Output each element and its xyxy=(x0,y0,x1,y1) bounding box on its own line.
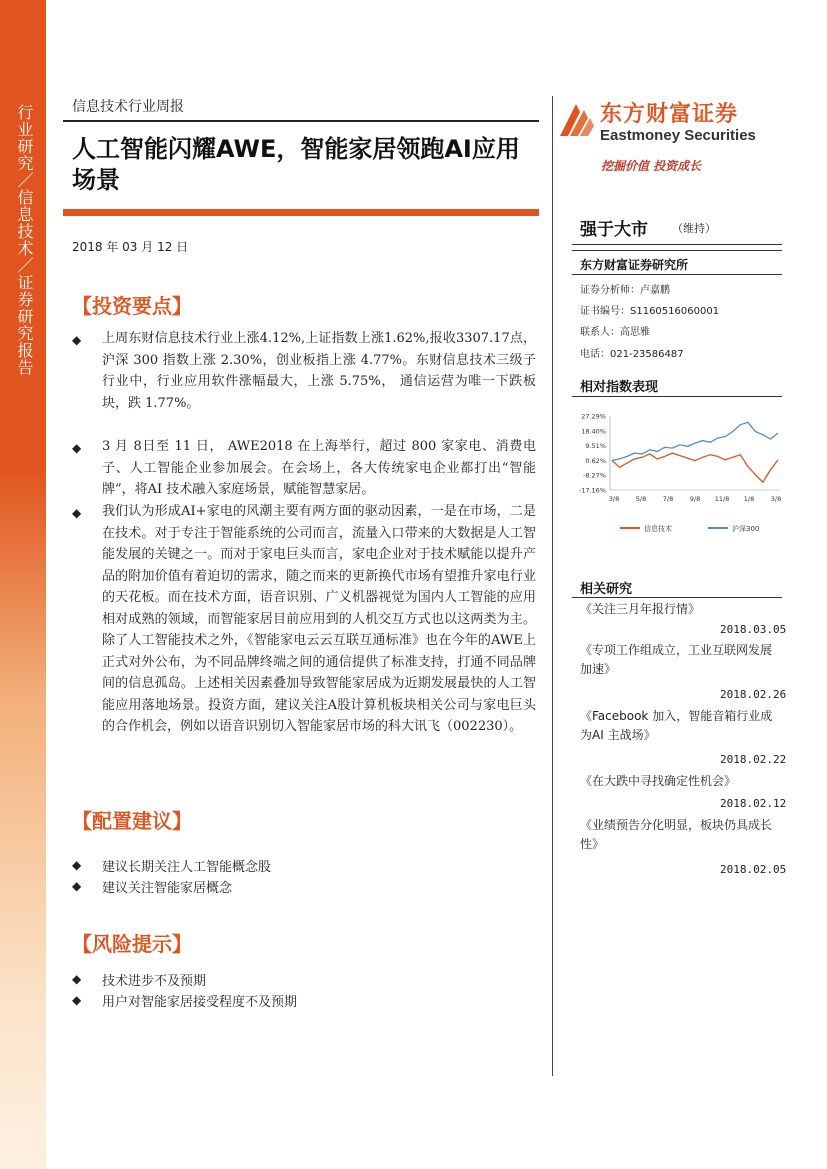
relative-index-chart xyxy=(572,404,786,544)
related-item-title: 《业绩预告分化明显，板块仍具成长性》 xyxy=(580,818,773,851)
related-item-date: 2018.03.05 xyxy=(720,623,787,636)
analyst-name: 证券分析师：卢嘉鹏 xyxy=(580,285,670,296)
x-tick-label: 3/8 xyxy=(770,495,782,503)
y-tick-label: -8.27% xyxy=(583,471,606,480)
divider xyxy=(572,250,782,251)
brand-name-cn: 东方财富证券 xyxy=(600,102,739,127)
risk-item-2: 用户对智能家居接受程度不及预期 xyxy=(102,995,298,1010)
rating-note: （维持） xyxy=(672,222,716,235)
sidebar-band xyxy=(0,0,46,1169)
bullet-icon: ◆ xyxy=(72,333,82,347)
divider xyxy=(572,597,782,598)
config-item-1: 建议长期关注人工智能概念股 xyxy=(102,860,272,875)
invest-paragraph-2: 3 月 8日至 11 日， AWE2018 在上海举行，超过 800 家家电、消费电子、人工智能企业参加展会。在会场上，各大传统家电企业都打出“智能牌”，将AI 技术融入家庭场景，赋能智慧家居。 xyxy=(102,439,536,497)
brand-name-en: Eastmoney Securities xyxy=(600,127,756,144)
report-type-label: 信息技术行业周报 xyxy=(72,99,184,115)
brand-logo-icon xyxy=(556,96,596,142)
x-tick-label: 5/8 xyxy=(635,495,647,503)
related-item-date: 2018.02.22 xyxy=(720,753,787,766)
certificate-number: 证书编号：S1160516060001 xyxy=(580,306,720,317)
bullet-icon: ◆ xyxy=(72,441,82,455)
chart-heading: 相对指数表现 xyxy=(580,380,659,395)
institute-name: 东方财富证券研究所 xyxy=(580,258,689,272)
bullet-icon: ◆ xyxy=(72,858,82,872)
x-tick-label: 9/8 xyxy=(689,495,701,503)
x-tick-label: 11/8 xyxy=(714,495,730,503)
related-item-date: 2018.02.05 xyxy=(720,863,787,876)
section-heading-risk: 【风险提示】 xyxy=(72,932,192,956)
divider xyxy=(572,396,782,397)
invest-paragraph-1: 上周东财信息技术行业上涨4.12%,上证指数上涨1.62%,报收3307.17点，沪深 300 指数上涨 2.30%，创业板指上涨 4.77%。东财信息技术三级子行业中，行业应用软件涨幅最大，上涨 5.75%， 通信运营为唯一下跌板块，跌 1.77%。 xyxy=(102,331,536,411)
related-item-title: 《在大跌中寻找确定性机会》 xyxy=(580,774,737,788)
related-item-date: 2018.02.26 xyxy=(720,688,787,701)
contact-phone: 电话：021-23586487 xyxy=(580,349,684,360)
series-line-hs300 xyxy=(612,422,778,460)
x-tick-label: 3/8 xyxy=(608,495,620,503)
legend-label: 沪深300 xyxy=(732,525,760,533)
y-tick-label: 9.51% xyxy=(585,442,606,451)
bullet-icon: ◆ xyxy=(72,506,82,520)
y-tick-label: 18.40% xyxy=(581,427,606,436)
title-accent-bar xyxy=(63,209,539,216)
invest-paragraph-3: 我们认为形成AI+家电的风潮主要有两方面的驱动因素，一是在市场，二是在技术。对于专注于智能系统的公司而言，流量入口带来的大数据是人工智能发展的关键之一。而对于家电巨头而言，家电企业对于技术赋能以提升产品的附加价值有着迫切的需求，随之而来的更新换代市场有望推升家电行业的天花板。而在技术方面，语音识别、广义机器视觉为国内人工智能的应用相对成熟的领域，而智能家居目前应用到的人机交互方式也以这两类为主。除了人工智能技术之外，《智能家电云云互联互通标准》也在今年的AWE上正式对外公布，为不同品牌终端之间的通信提供了标准支持，打通不同品牌间的信息孤岛。上述相关因素叠加导致智能家居成为近期发展最快的人工智能应用落地场景。投资方面，建议关注A股计算机板块相关公司与家电巨头的合作机会，例如以语音识别切入智能家居市场的科大讯飞（002230）。 xyxy=(102,504,536,734)
page-title: 人工智能闪耀AWE，智能家居领跑AI应用场景 xyxy=(72,135,520,194)
related-item-title: 《Facebook 加入，智能音箱行业成为AI 主战场》 xyxy=(580,709,773,742)
series-line-info-tech xyxy=(612,453,778,482)
related-item-title: 《关注三月年报行情》 xyxy=(580,602,701,616)
y-tick-label: 27.29% xyxy=(581,412,606,421)
bullet-icon: ◆ xyxy=(72,972,82,986)
header-rule xyxy=(63,120,539,122)
section-heading-invest: 【投资要点】 xyxy=(72,294,192,318)
related-research-heading: 相关研究 xyxy=(580,582,633,597)
related-item-date: 2018.02.12 xyxy=(720,797,787,810)
bullet-icon: ◆ xyxy=(72,879,82,893)
rating-label: 强于大市 xyxy=(580,220,648,240)
y-tick-label: -17.16% xyxy=(578,486,606,495)
bullet-icon: ◆ xyxy=(72,993,82,1007)
column-divider xyxy=(552,96,553,1076)
section-heading-config: 【配置建议】 xyxy=(72,809,192,833)
legend-label: 信息技术 xyxy=(644,525,672,533)
config-item-2: 建议关注智能家居概念 xyxy=(102,881,233,896)
divider xyxy=(572,244,782,245)
risk-item-1: 技术进步不及预期 xyxy=(102,974,207,989)
report-date: 2018 年 03 月 12 日 xyxy=(72,240,189,254)
y-tick-label: 0.62% xyxy=(585,456,606,465)
contact-person: 联系人：高思雅 xyxy=(580,327,650,338)
x-tick-label: 7/8 xyxy=(662,495,674,503)
divider xyxy=(572,274,782,275)
sidebar-category-label: 行业研究／信息技术／证券研究报告 xyxy=(15,104,34,376)
related-item-title: 《专项工作组成立，工业互联网发展加速》 xyxy=(580,643,773,676)
x-tick-label: 1/8 xyxy=(743,495,755,503)
brand-slogan: 挖掘价值 投资成长 xyxy=(601,159,702,173)
